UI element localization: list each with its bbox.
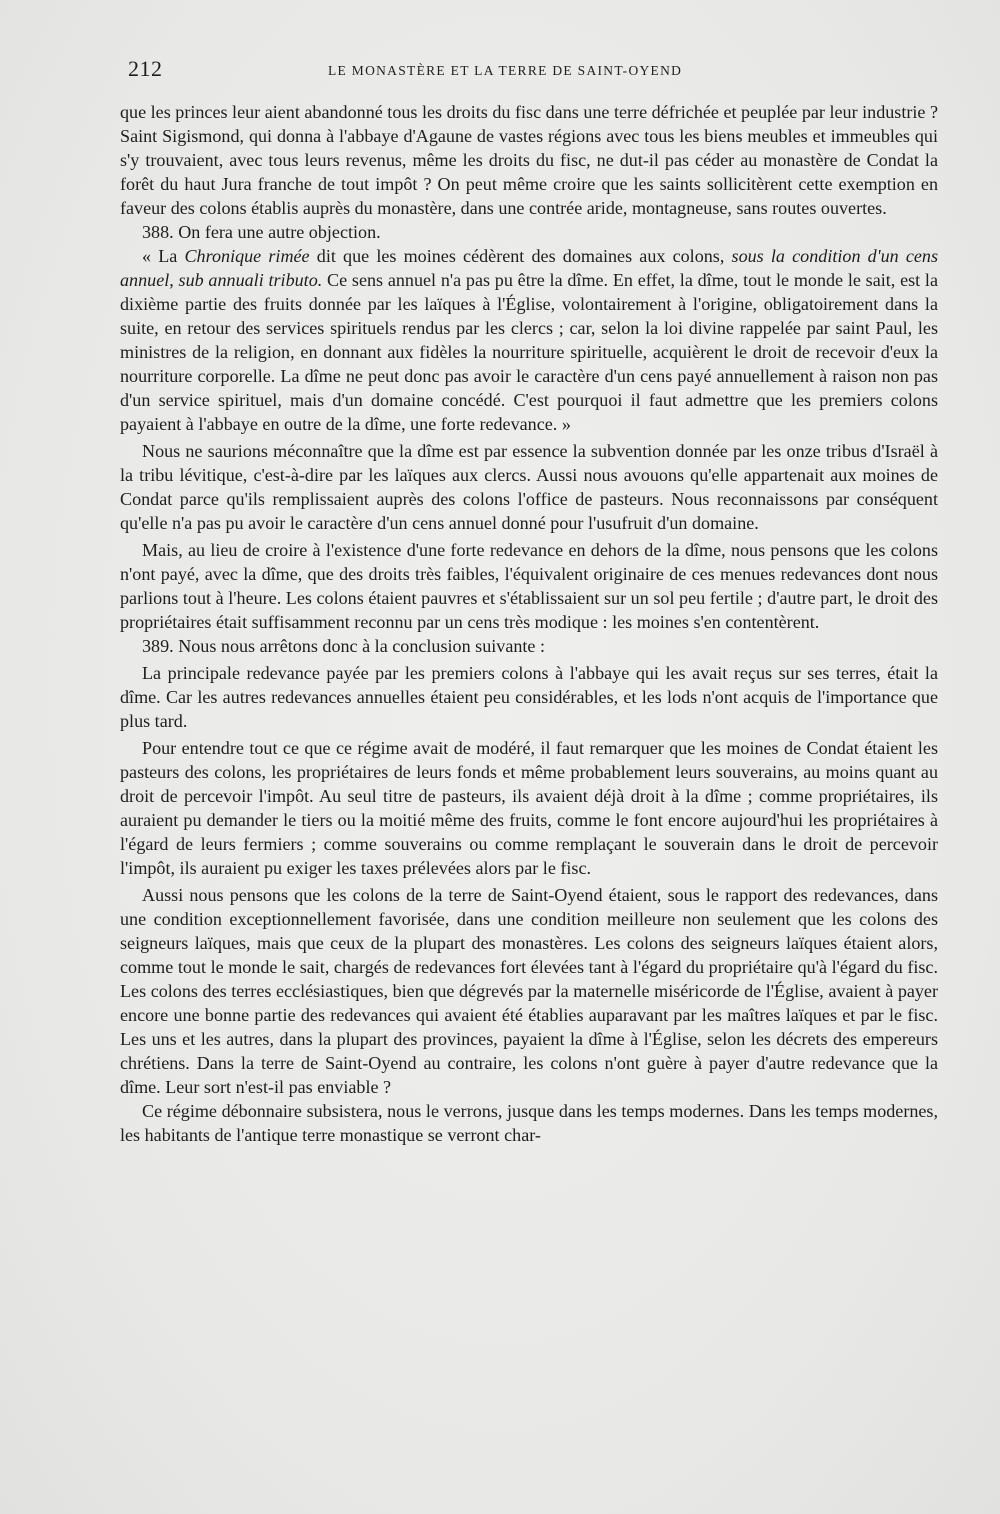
quote-text-b: Ce sens annuel n'a pas pu être la dîme. En effet, la dîme, tout le monde le sait, est la dixième partie des fruits donnée par les laïques à l'Église, volontairement à l'origine, obligatoirement dans la suite, en retour des services spirituels rendus par les clercs ; car, selon la loi divine rappelée par saint Paul, les ministres de la religion, en donnant aux fidèles la nourriture spirituelle, acquièrent le droit de recevoir d'eux la nourriture corporelle. La dîme ne peut donc pas avoir le caractère d'un cens payé annuellement à raison non pas d'un service spirituel, mais d'un domaine concédé. C'est pourquoi il faut admettre que les premiers colons payaient à l'abbaye en outre de la dîme, une forte redevance. » [120,270,938,434]
paragraph-dime-response: Nous ne saurions méconnaître que la dîme est par essence la subvention donnée par les onze tribus d'Israël à la tribu lévitique, c'est-à-dire par les laïques aux clercs. Aussi nous avouons qu'elle appartenait aux moines de Condat parce qu'ils remplissaient auprès des colons l'office de pasteurs. Nous reconnaissons par conséquent qu'elle n'a pas pu avoir le caractère d'un cens annuel donné pour l'usufruit d'un domaine. [120,441,938,533]
body-text [120,100,938,1147]
paragraph-final: Ce régime débonnaire subsistera, nous le verrons, jusque dans les temps modernes. Dans les temps modernes, les habitants de l'antique terre monastique se verront char- [120,1101,938,1145]
paragraph-colons-condition: Aussi nous pensons que les colons de la terre de Saint-Oyend étaient, sous le rapport des redevances, dans une condition exceptionnellement favorisée, dans une condition meilleure non seulement que les colons des seigneurs laïques, mais que ceux de la plupart des monastères. Les colons des seigneurs laïques étaient alors, comme tout le monde le sait, chargés de redevances fort élevées tant à l'égard du propriétaire qu'à l'égard du fisc. Les colons des terres ecclésiastiques, bien que dégrevés par la maternelle miséricorde de l'Église, avaient à payer encore une bonne partie des redevances qui avaient été établies auparavant par les maîtres laïques et par le fisc. Les uns et les autres, dans la plupart des provinces, payaient la dîme à l'Église, selon les décrets des empereurs chrétiens. Dans la terre de Saint-Oyend au contraire, les colons n'ont guère à payer d'autre redevance que la dîme. Leur sort n'est-il pas enviable ? [120,885,938,1097]
paragraph-388: 388. On fera une autre objection. [142,222,381,242]
quote-text-a: dit que les moines cédèrent des domaines aux colons, [309,246,732,266]
page-number: 212 [128,56,163,81]
paragraph-1: que les princes leur aient abandonné tous les droits du fisc dans une terre défrichée et peuplée par leur industrie ? Saint Sigismond, qui donna à l'abbaye d'Agaune de vastes régions avec tous les biens meubles et immeubles qui s'y trouvaient, avec tous leurs revenus, même les droits du fisc, ne dut-il pas céder au monastère de Condat la forêt du haut Jura franche de tout impôt ? On peut même croire que les saints sollicitèrent cette exemption en faveur des colons établis auprès du monastère, dans une contrée aride, montagneuse, sans routes ouvertes. [120,102,938,218]
paragraph-objection-quote [120,244,938,436]
chronique-rimee-title: Chronique rimée [184,246,310,266]
paragraph-regime: Pour entendre tout ce que ce régime avait de modéré, il faut remarquer que les moines de Condat étaient les pasteurs des colons, les propriétaires de leurs fonds et même probablement leurs souverains, au moins quant au droit de percevoir l'impôt. Au seul titre de pasteurs, ils avaient déjà droit à la dîme ; comme propriétaires, ils auraient pu demander le tiers ou la moitié même des fruits, comme le font encore aujourd'hui les propriétaires à l'égard de leurs fermiers ; comme souverains ou comme remplaçant le souverain dans le droit de percevoir l'impôt, ils auraient pu exiger les taxes prélevées alors par le fisc. [120,738,938,878]
quote-open: « La [142,246,185,266]
paragraph-389: 389. Nous nous arrêtons donc à la conclusion suivante : [142,636,546,656]
running-title: LE MONASTÈRE ET LA TERRE DE SAINT-OYEND [328,63,683,78]
paragraph-redevance: Mais, au lieu de croire à l'existence d'une forte redevance en dehors de la dîme, nous pensons que les colons n'ont payé, avec la dîme, que des droits très faibles, l'équivalent originaire de ces menues redevances dont nous parlions tout à l'heure. Les colons étaient pauvres et s'établissaient sur un sol peu fertile ; d'autre part, le droit des propriétaires était suffisamment reconnu par un cens très modique : les moines s'en contentèrent. [120,540,938,632]
paragraph-conclusion: La principale redevance payée par les premiers colons à l'abbaye qui les avait reçus sur ses terres, était la dîme. Car les autres redevances annuelles étaient peu considérables, et les lods n'ont acquis de l'importance que plus tard. [120,663,938,731]
latin-phrase: sous la condition d'un cens annuel, sub annuali tributo. [120,246,938,290]
running-head [128,56,940,86]
